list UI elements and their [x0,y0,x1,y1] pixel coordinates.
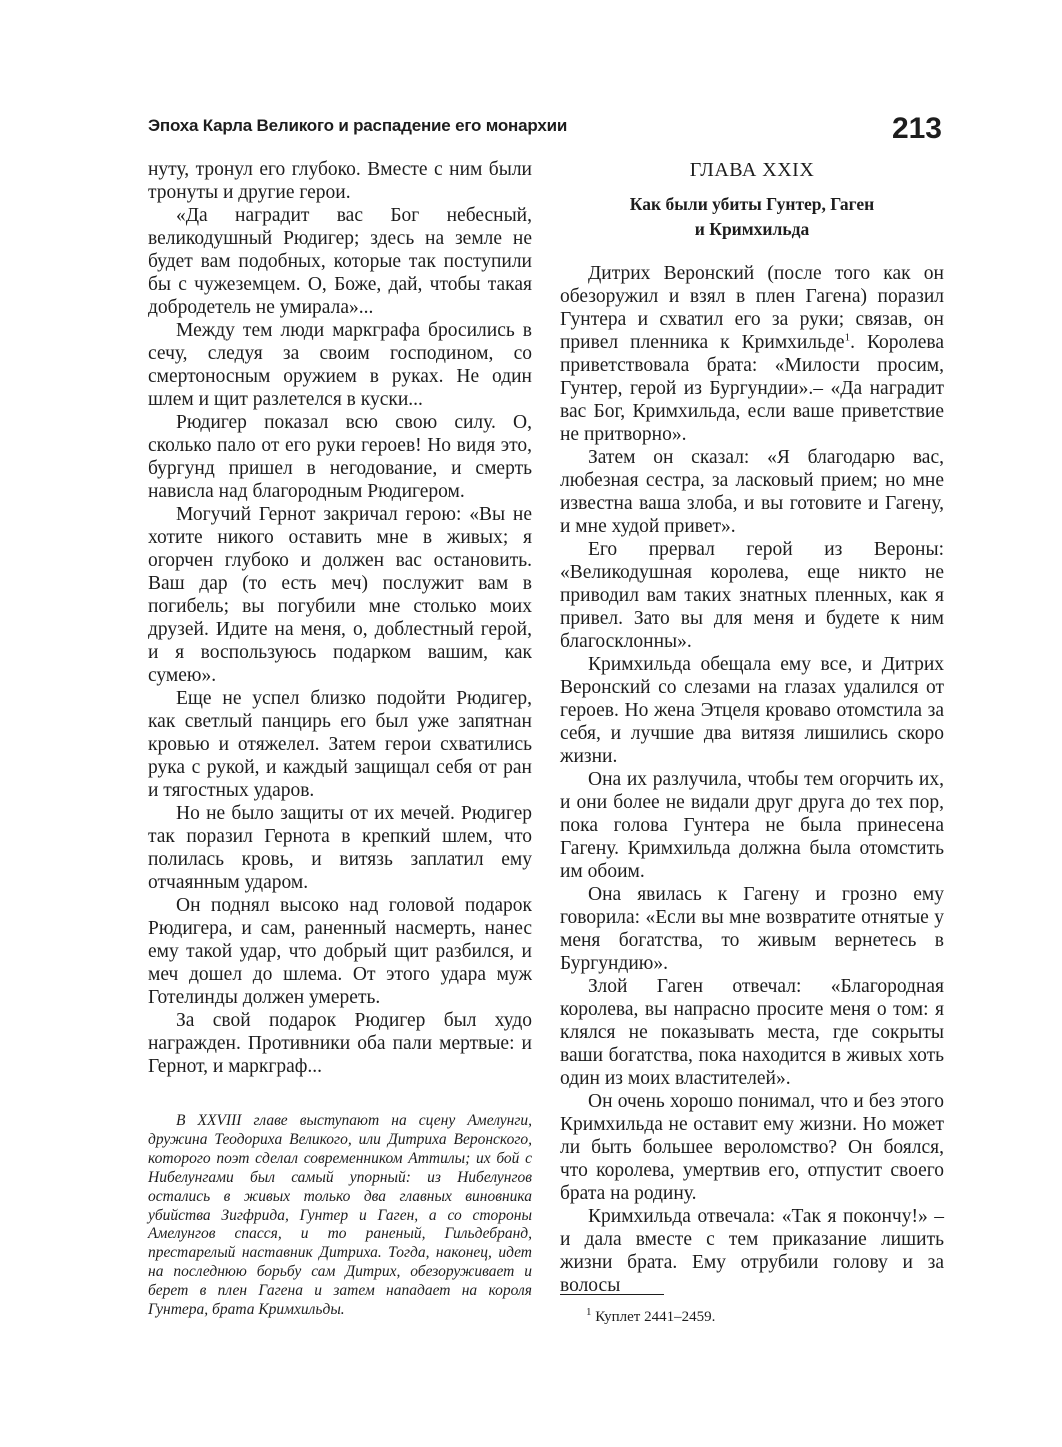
footnote-reference: 1 [844,331,851,344]
paragraph: Рюдигер показал всю свою силу. О, сколько пало от его руки героев! Но видя это, бургунд пришел в негодование, и смерть нависла над благородным Рюдигером. [148,412,532,502]
chapter-title: ГЛАВА XXIX [689,159,815,181]
paragraph: Еще не успел близко подойти Рюдигер, как светлый панцирь его был уже запятнан кровью и отяжелел. Затем герои схватились рука с рукой, и каждый защищал себя от ран и тягостных ударов. [148,688,532,801]
paragraph: Затем он сказал: «Я благодарю вас, любезная сестра, за ласковый прием; но мне известна ваша злоба, и вы готовите и Гагену, и мне худой привет». [560,447,944,537]
running-header: Эпоха Карла Великого и распадение его монархии [148,116,568,135]
page-number: 213 [891,112,942,145]
paragraph: Кримхильда отвечала: «Так я покончу!» – и дала вместе с тем приказание лишить жизни брата. Ему отрубили голову и за волосы [560,1206,944,1296]
paragraph: Она их разлучила, чтобы тем огорчить их, и они более не видали друг друга до тех пор, пока голова Гунтера не была принесена Гагену. Кримхильда должна была отомстить им обоим. [560,769,944,882]
paragraph: Но не было защиты от их мечей. Рюдигер так поразил Гернота в крепкий шлем, что полилась кровь, и витязь заплатил ему отчаянным ударом. [148,803,532,893]
left-column [148,158,532,1320]
paragraph: Он поднял высоко над головой подарок Рюдигера, и сам, раненный насмерть, нанес ему такой удар, что добрый щит разбился, и меч дошел до шлема. От этого удара муж Готелинды должен умереть. [148,895,532,1008]
paragraph: Его прервал герой из Вероны: «Великодушная королева, еще никто не приводил вам таких знатных пленных, как я привел. Зато вы для меня и будете к ним благосклонны». [560,539,944,652]
paragraph-text: Дитрих Веронский (после того как он обезоружил и взял в плен Гагена) поразил Гунтера и схватил его за руки; связав, он привел пленника к Кримхильде [560,263,944,353]
paragraph: Могучий Гернот закричал герою: «Вы не хотите никого оставить мне в живых; я огорчен глубоко и должен вас остановить. Ваш дар (то есть меч) послужит вам в погибель; вы погубили мне столько моих друзей. Идите на меня, о, доблестный герой, и я воспользуюсь подарком вашим, как сумею». [148,504,532,686]
right-column [560,158,944,1297]
footnote-mark: 1 [586,1306,592,1318]
chapter-subtitle: Как были убиты Гунтер, Гаген и Кримхильда [629,194,875,239]
paragraph: Она явилась к Гагену и грозно ему говорила: «Если вы мне возвратите отнятые у меня богатства, то живым вернетесь в Бургундию». [560,884,944,974]
paragraph: Злой Гаген отвечал: «Благородная королева, вы напрасно просите меня о том: я клялся не показывать места, где сокрыты ваши богатства, пока находится в живых хоть один из моих властителей». [560,976,944,1089]
paragraph [560,262,944,446]
paragraph-text: . Королева приветствовала брата: «Милости просим, Гунтер, герой из Бургундии».– «Да наградит вас Бог, Кримхильда, если ваше приветствие не притворно». [560,332,944,445]
footnote-text: Куплет 2441–2459. [591,1309,716,1325]
paragraph: За свой подарок Рюдигер был худо награжден. Противники оба пали мертвые: и Гернот, и маркграф... [148,1010,532,1077]
footnote [586,1308,715,1326]
footnote-divider [560,1294,664,1295]
paragraph: Он очень хорошо понимал, что и без этого Кримхильда не оставит ему жизни. Но может ли быть большее вероломство? Он боялся, что королева, умертвив его, отпустит своего брата на родину. [560,1091,944,1204]
paragraph: Кримхильда обещала ему все, и Дитрих Веронский со слезами на глазах удалился от героев. Но жена Этцеля кроваво отомстила за себя, и лучшие два витязя лишились скоро жизни. [560,654,944,767]
editorial-note: В XXVIII главе выступают на сцену Амелунги, дружина Теодориха Великого, или Дитриха Веронского, которого поэт сделал современником Аттилы; их бой с Нибелунгами был самый упорный: из Нибелунгов остались в живых только два главных виновника убийства Зигфрида, Гунтер и Гаген, а со стороны Амелунгов спасся, и то раненый, Гильдебранд, престарелый наставник Дитриха. Тогда, наконец, идет на последнюю борьбу сам Дитрих, обезоруживает и берет в плен Гагена и затем нападает на короля Гунтера, брата Кримхильды. [148,1112,532,1319]
paragraph: Между тем люди маркграфа бросились в сечу, следуя за своим господином, со смертоносным оружием в руках. Не один шлем и щит разлетелся в куски... [148,320,532,410]
paragraph: «Да наградит вас Бог небесный, великодушный Рюдигер; здесь на земле не будет вам подобных, которые так поступили бы с чужеземцем. О, Боже, дай, чтобы такая добродетель не умирала»... [148,205,532,318]
paragraph: нуту, тронул его глубоко. Вместе с ним были тронуты и другие герои. [148,159,532,203]
